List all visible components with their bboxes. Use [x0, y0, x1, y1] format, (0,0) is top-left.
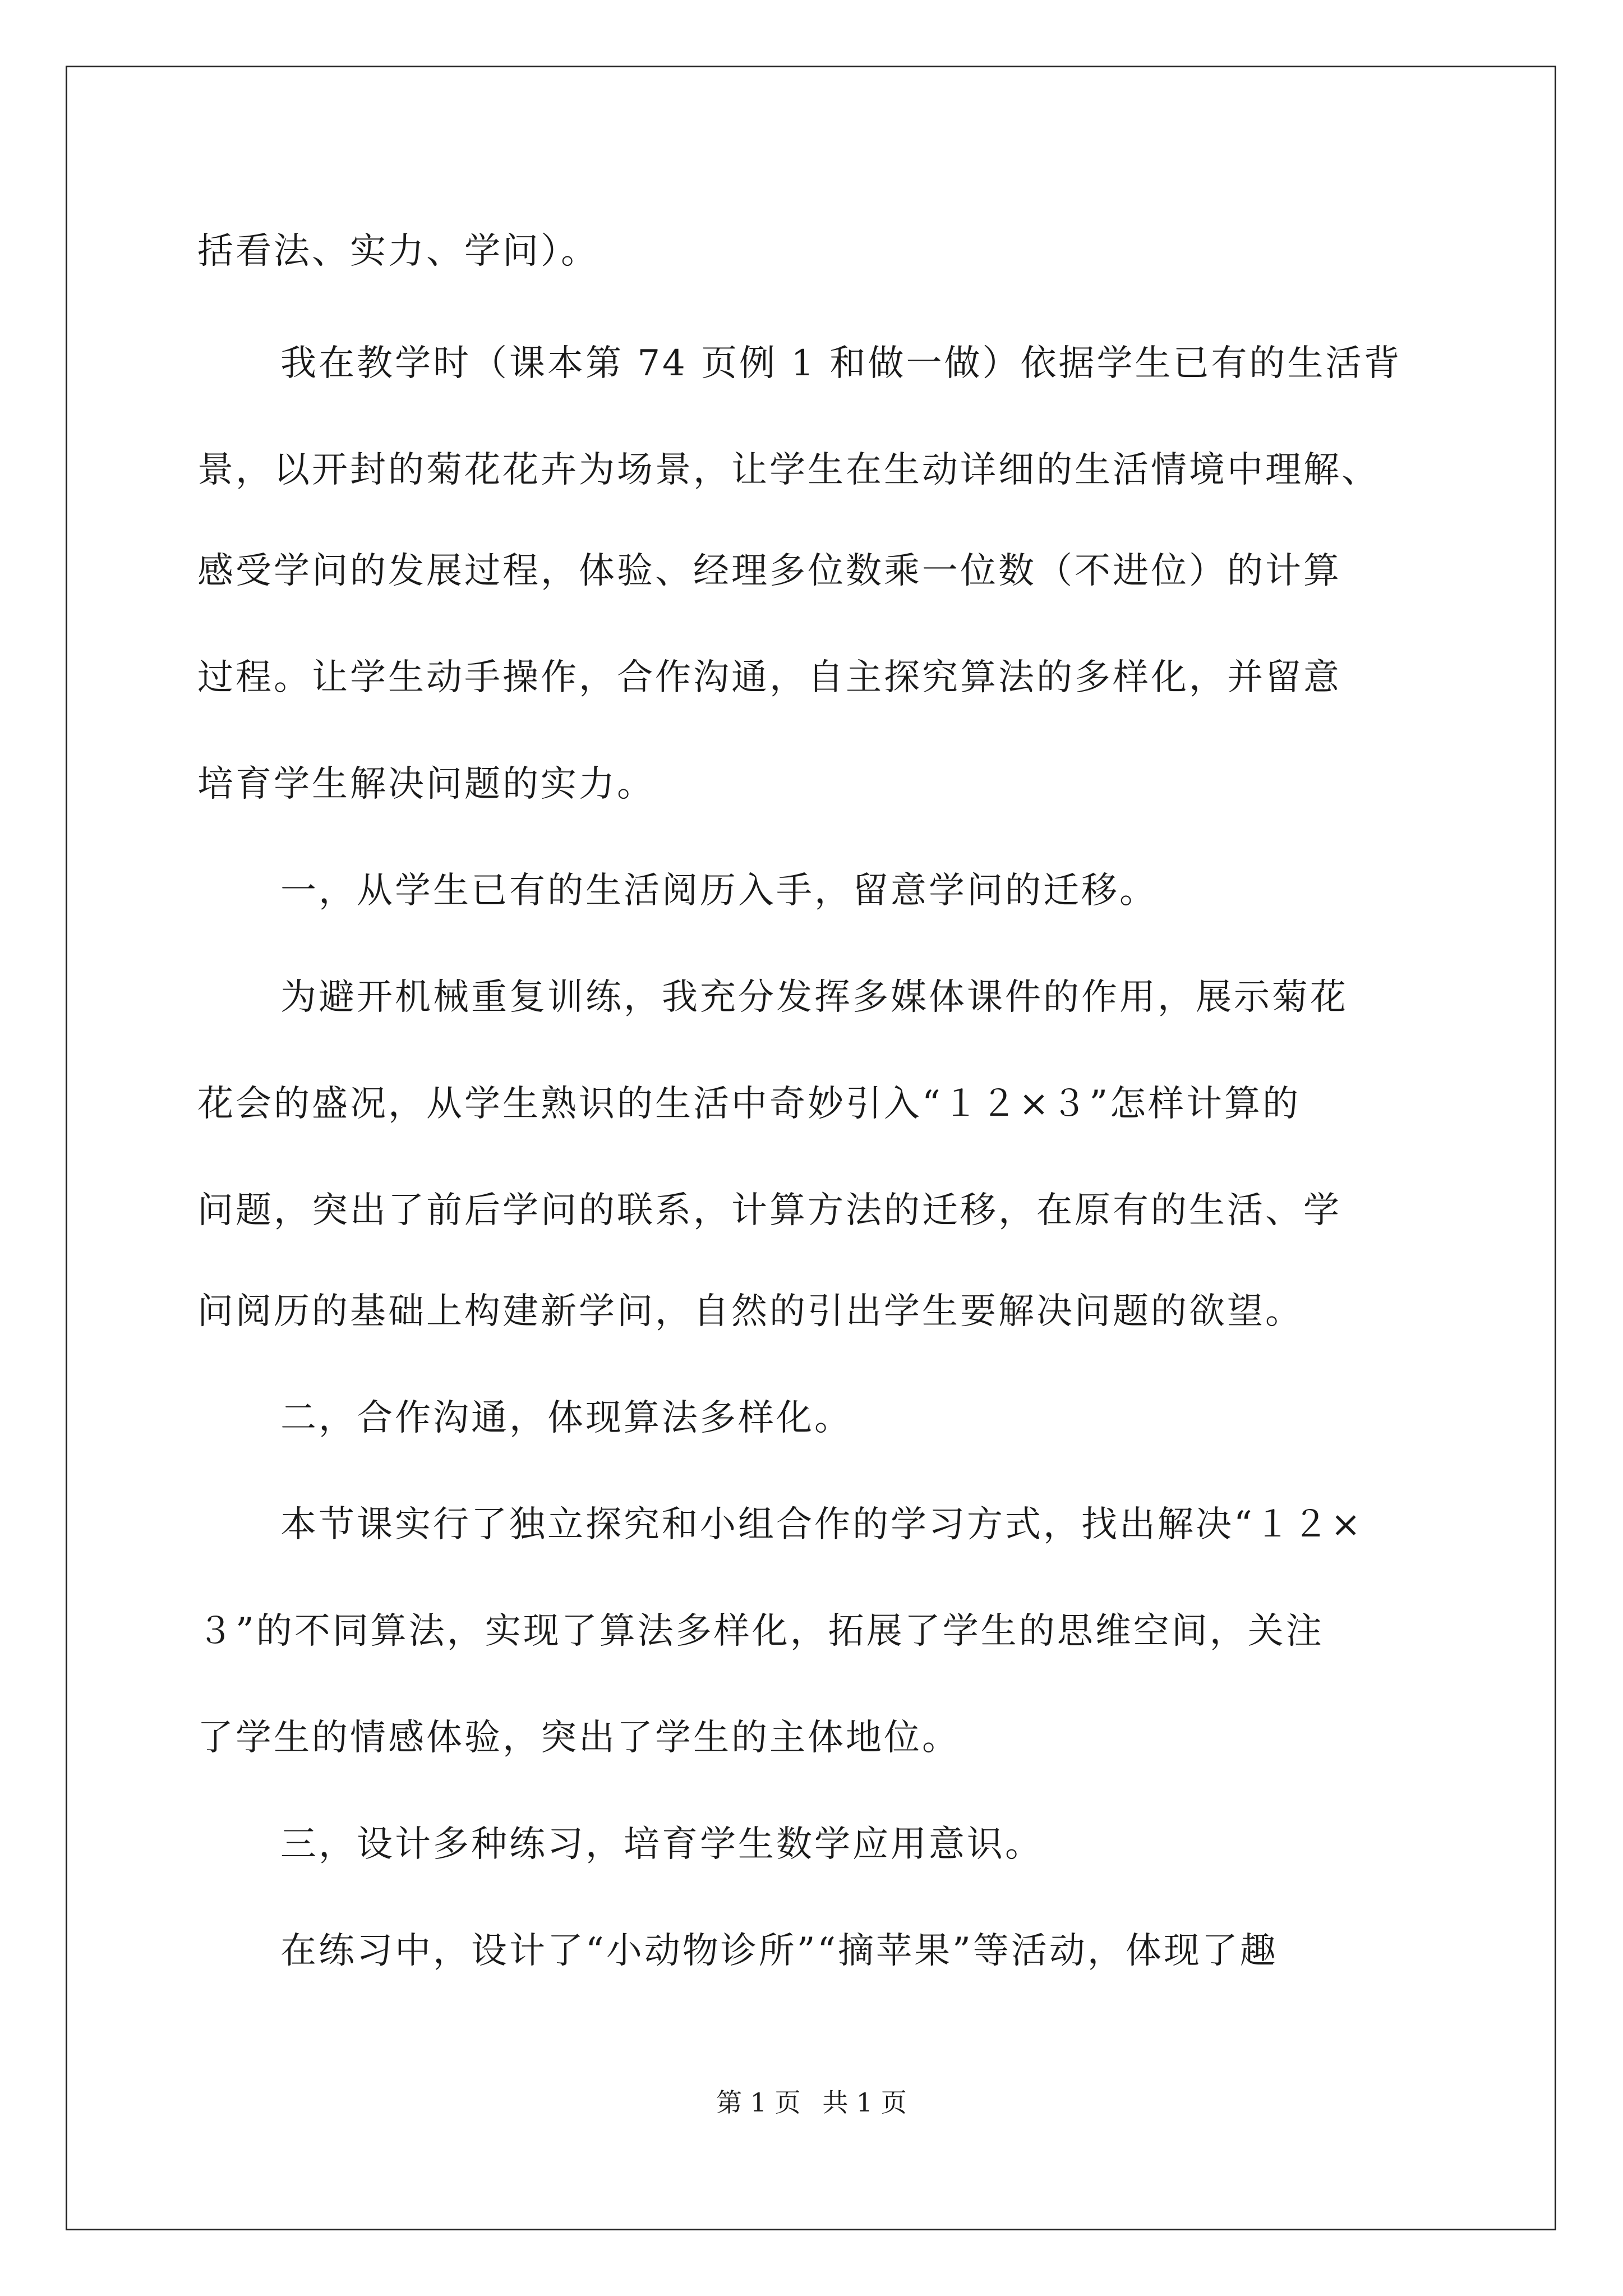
text-line-5: 过程。让学生动手操作，合作沟通，自主探究算法的多样化，并留意	[197, 657, 1341, 698]
text-line-17: 在练习中，设计了“小动物诊所”“摘苹果”等活动，体现了趣	[280, 1930, 1278, 1972]
text-line-7: 一，从学生已有的生活阅历入手，留意学问的迁移。	[280, 870, 1158, 912]
text-line-15: 了学生的情感体验，突出了学生的主体地位。	[197, 1717, 960, 1759]
page-total: 共 1 页	[822, 2087, 907, 2118]
page-number: 第 1 页	[716, 2087, 801, 2118]
text-line-16: 三，设计多种练习，培育学生数学应用意识。	[280, 1824, 1043, 1865]
text-line-14: ３”的不同算法，实现了算法多样化，拓展了学生的思维空间，关注	[197, 1611, 1324, 1652]
text-line-12: 二，合作沟通，体现算法多样化。	[280, 1397, 852, 1439]
text-line-6: 培育学生解决问题的实力。	[197, 763, 655, 805]
page-border	[66, 66, 1556, 2230]
text-line-4: 感受学问的发展过程，体验、经理多位数乘一位数（不进位）的计算	[197, 550, 1341, 592]
text-line-11: 问阅历的基础上构建新学问，自然的引出学生要解决问题的欲望。	[197, 1291, 1303, 1332]
text-line-8: 为避开机械重复训练，我充分发挥多媒体课件的作用，展示菊花	[280, 977, 1348, 1018]
text-line-2: 我在教学时（课本第 74 页例 1 和做一做）依据学生已有的生活背	[280, 343, 1402, 384]
text-line-1: 括看法、实力、学问）。	[197, 231, 599, 272]
text-line-10: 问题，突出了前后学问的联系，计算方法的迁移，在原有的生活、学	[197, 1190, 1341, 1231]
text-line-13: 本节课实行了独立探究和小组合作的学习方式，找出解决“１２×	[280, 1504, 1363, 1545]
text-line-9: 花会的盛况，从学生熟识的生活中奇妙引入“１２×３”怎样计算的	[197, 1083, 1301, 1125]
text-line-3: 景，以开封的菊花花卉为场景，让学生在生动详细的生活情境中理解、	[197, 449, 1380, 491]
page-footer	[0, 2086, 1623, 2119]
